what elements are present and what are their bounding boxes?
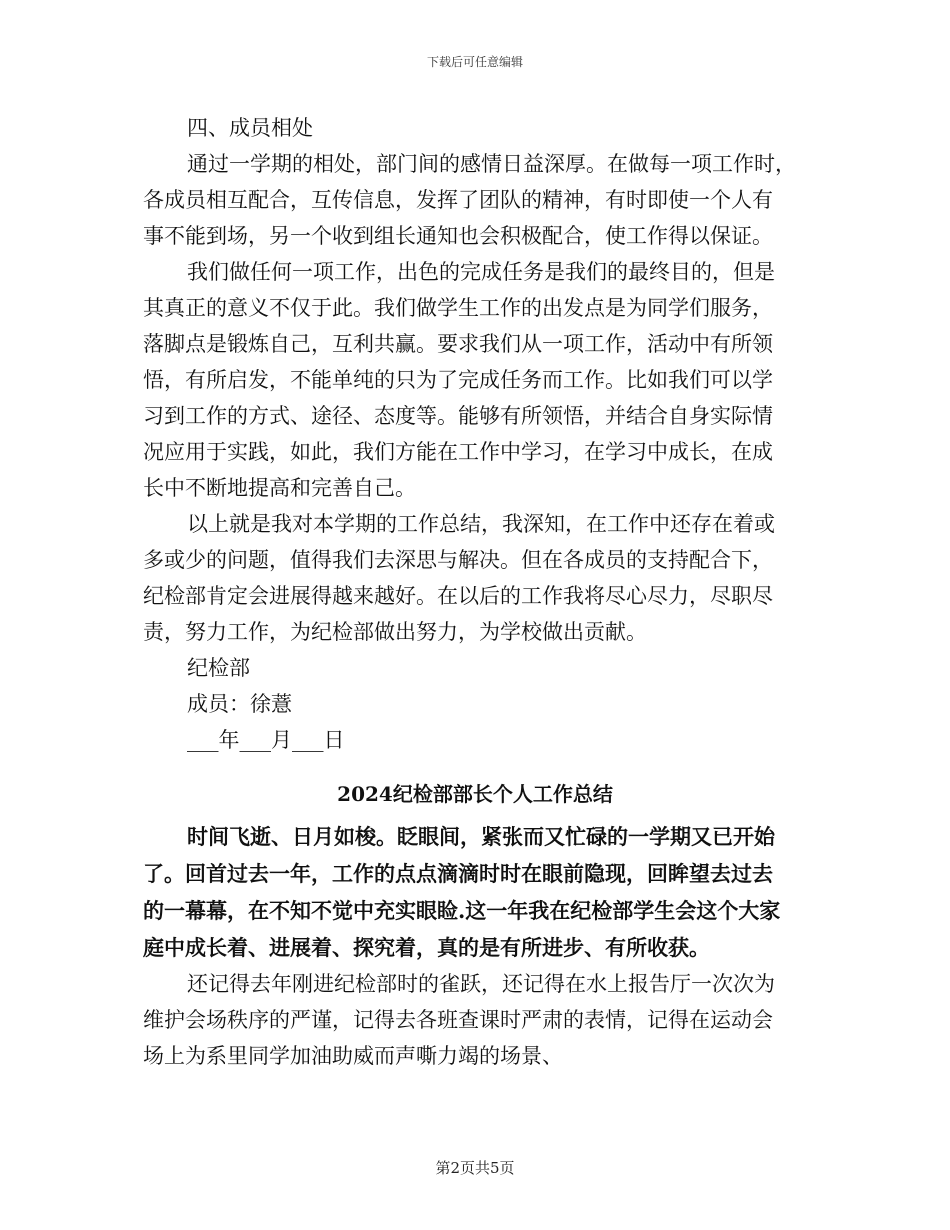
signature-date: ___年___月___日 — [187, 728, 345, 752]
text-line: 多或少的问题，值得我们去深思与解决。但在各成员的支持配合下， — [143, 548, 773, 572]
paragraph — [143, 966, 807, 1074]
signature-dept: 纪检部 — [187, 656, 250, 680]
text-line: 了。回首过去一年，工作的点点滴滴时时在眼前隐现，回眸望去过去 — [143, 861, 773, 886]
text-line: 各成员相互配合，互传信息，发挥了团队的精神，有时即使一个人有 — [143, 188, 773, 212]
text-line: 的一幕幕，在不知不觉中充实眼睑.这一年我在纪检部学生会这个大家 — [143, 898, 781, 923]
paragraph — [143, 146, 807, 254]
text-line: 维护会场秩序的严谨，记得去各班查课时严肃的表情，记得在运动会 — [143, 1008, 773, 1032]
text-line: 还记得去年刚进纪检部时的雀跃，还记得在水上报告厅一次次为 — [187, 972, 775, 996]
text-line: 况应用于实践，如此，我们方能在工作中学习，在学习中成长，在成 — [143, 440, 773, 464]
text-line: 时间飞逝、日月如梭。眨眼间，紧张而又忙碌的一学期又已开始 — [187, 824, 775, 849]
text-line: 场上为系里同学加油助威而声嘶力竭的场景、 — [143, 1044, 563, 1068]
document-body — [143, 110, 807, 1074]
text-line: 长中不断地提高和完善自己。 — [143, 476, 416, 500]
paragraph — [143, 506, 807, 650]
signature-member: 成员：徐薏 — [187, 692, 292, 716]
text-line: 庭中成长着、进展着、探究着，真的是有所进步、有所收获。 — [143, 935, 710, 960]
text-line: 习到工作的方式、途径、态度等。能够有所领悟，并结合自身实际情 — [143, 404, 773, 428]
text-line: 通过一学期的相处，部门间的感情日益深厚。在做每一项工作时， — [187, 152, 796, 176]
text-line: 责，努力工作，为纪检部做出努力，为学校做出贡献。 — [143, 620, 647, 644]
page-header: 下载后可任意编辑 — [426, 55, 523, 69]
text-line: 纪检部肯定会进展得越来越好。在以后的工作我将尽心尽力，尽职尽 — [143, 584, 773, 608]
text-line: 落脚点是锻炼自己，互利共赢。要求我们从一项工作，活动中有所领 — [143, 332, 773, 356]
section-heading: 四、成员相处 — [187, 116, 313, 140]
paragraph — [143, 254, 807, 506]
text-line: 悟，有所启发，不能单纯的只为了完成任务而工作。比如我们可以学 — [143, 368, 773, 392]
document-title: 2024纪检部部长个人工作总结 — [337, 782, 613, 806]
text-line: 事不能到场，另一个收到组长通知也会积极配合，使工作得以保证。 — [143, 224, 773, 248]
text-line: 以上就是我对本学期的工作总结，我深知，在工作中还存在着或 — [187, 512, 775, 536]
bold-paragraph — [143, 818, 807, 966]
text-line: 其真正的意义不仅于此。我们做学生工作的出发点是为同学们服务， — [143, 296, 773, 320]
page-footer: 第2页共5页 — [435, 1159, 515, 1177]
text-line: 我们做任何一项工作，出色的完成任务是我们的最终目的，但是 — [187, 260, 775, 284]
